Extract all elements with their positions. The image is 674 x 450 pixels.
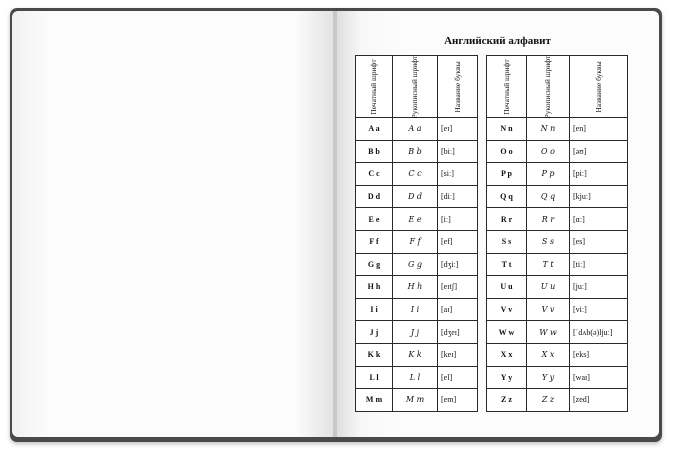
printed-letter: B b — [356, 140, 393, 163]
printed-letter: H h — [356, 276, 393, 299]
letter-name: [ɑː] — [570, 208, 628, 231]
open-notebook — [10, 8, 662, 442]
handwritten-letter: T t — [527, 253, 570, 276]
printed-letter: V v — [487, 298, 527, 321]
printed-letter: T t — [487, 253, 527, 276]
letter-row — [487, 140, 628, 163]
letter-row — [487, 185, 628, 208]
letter-name: [en] — [570, 118, 628, 141]
letter-row — [487, 208, 628, 231]
handwritten-letter: R r — [527, 208, 570, 231]
letter-row — [356, 321, 478, 344]
letter-name: [eks] — [570, 343, 628, 366]
header-letter-name: Название буквы — [570, 56, 628, 118]
letter-name: [eɪ] — [438, 118, 478, 141]
printed-letter: Y y — [487, 366, 527, 389]
handwritten-letter: Q q — [527, 185, 570, 208]
handwritten-letter: J j — [393, 321, 438, 344]
table-header-row — [356, 56, 478, 118]
header-handwritten: Рукописный шрифт — [393, 56, 438, 118]
handwritten-letter: W w — [527, 321, 570, 344]
printed-letter: E e — [356, 208, 393, 231]
handwritten-letter: F f — [393, 230, 438, 253]
letter-row — [487, 343, 628, 366]
handwritten-letter: M m — [393, 389, 438, 412]
letter-row — [356, 343, 478, 366]
printed-letter: M m — [356, 389, 393, 412]
printed-letter: S s — [487, 230, 527, 253]
handwritten-letter: O o — [527, 140, 570, 163]
letter-row — [487, 276, 628, 299]
letter-row — [356, 389, 478, 412]
letter-row — [356, 253, 478, 276]
letter-row — [487, 298, 628, 321]
table-header-row — [487, 56, 628, 118]
letter-row — [356, 230, 478, 253]
letter-name: [es] — [570, 230, 628, 253]
letter-name: [dʒiː] — [438, 253, 478, 276]
handwritten-letter: S s — [527, 230, 570, 253]
handwritten-letter: I i — [393, 298, 438, 321]
letter-row — [356, 208, 478, 231]
page-title: Английский алфавит — [444, 35, 551, 47]
printed-letter: Q q — [487, 185, 527, 208]
letter-name: [biː] — [438, 140, 478, 163]
printed-letter: O o — [487, 140, 527, 163]
printed-letter: F f — [356, 230, 393, 253]
handwritten-letter: L l — [393, 366, 438, 389]
letter-row — [487, 118, 628, 141]
letter-row — [356, 185, 478, 208]
printed-letter: X x — [487, 343, 527, 366]
letter-row — [487, 230, 628, 253]
letter-name: [em] — [438, 389, 478, 412]
alphabet-table-right — [486, 55, 628, 412]
notebook-spine — [333, 11, 337, 437]
letter-row — [356, 118, 478, 141]
letter-row — [356, 276, 478, 299]
printed-letter: L l — [356, 366, 393, 389]
letter-name: [tiː] — [570, 253, 628, 276]
letter-name: [ˈdʌb(ə)ljuː] — [570, 321, 628, 344]
printed-letter: D d — [356, 185, 393, 208]
printed-letter: R r — [487, 208, 527, 231]
letter-row — [487, 253, 628, 276]
header-letter-name: Название буквы — [438, 56, 478, 118]
header-handwritten: Рукописный шрифт — [527, 56, 570, 118]
letter-name: [ef] — [438, 230, 478, 253]
letter-name: [iː] — [438, 208, 478, 231]
letter-row — [356, 163, 478, 186]
handwritten-letter: G g — [393, 253, 438, 276]
letter-name: [diː] — [438, 185, 478, 208]
printed-letter: W w — [487, 321, 527, 344]
printed-letter: G g — [356, 253, 393, 276]
handwritten-letter: X x — [527, 343, 570, 366]
letter-name: [viː] — [570, 298, 628, 321]
printed-letter: A a — [356, 118, 393, 141]
letter-row — [487, 389, 628, 412]
letter-name: [keɪ] — [438, 343, 478, 366]
letter-name: [juː] — [570, 276, 628, 299]
handwritten-letter: A a — [393, 118, 438, 141]
left-page — [12, 11, 334, 437]
letter-name: [zed] — [570, 389, 628, 412]
letter-row — [487, 366, 628, 389]
printed-letter: U u — [487, 276, 527, 299]
handwritten-letter: K k — [393, 343, 438, 366]
letter-row — [356, 140, 478, 163]
letter-name: [əʊ] — [570, 140, 628, 163]
header-printed: Печатный шрифт — [356, 56, 393, 118]
letter-row — [356, 366, 478, 389]
handwritten-letter: V v — [527, 298, 570, 321]
handwritten-letter: Y y — [527, 366, 570, 389]
letter-name: [kjuː] — [570, 185, 628, 208]
handwritten-letter: B b — [393, 140, 438, 163]
letter-name: [dʒeɪ] — [438, 321, 478, 344]
handwritten-letter: H h — [393, 276, 438, 299]
letter-name: [eɪtʃ] — [438, 276, 478, 299]
printed-letter: Z z — [487, 389, 527, 412]
letter-row — [487, 163, 628, 186]
printed-letter: I i — [356, 298, 393, 321]
printed-letter: N n — [487, 118, 527, 141]
handwritten-letter: D d — [393, 185, 438, 208]
letter-name: [siː] — [438, 163, 478, 186]
header-printed: Печатный шрифт — [487, 56, 527, 118]
handwritten-letter: Z z — [527, 389, 570, 412]
printed-letter: P p — [487, 163, 527, 186]
printed-letter: J j — [356, 321, 393, 344]
letter-row — [487, 321, 628, 344]
handwritten-letter: C c — [393, 163, 438, 186]
letter-name: [piː] — [570, 163, 628, 186]
letter-name: [aɪ] — [438, 298, 478, 321]
letter-name: [waɪ] — [570, 366, 628, 389]
alphabet-table-left — [355, 55, 478, 412]
printed-letter: K k — [356, 343, 393, 366]
printed-letter: C c — [356, 163, 393, 186]
handwritten-letter: U u — [527, 276, 570, 299]
handwritten-letter: N n — [527, 118, 570, 141]
handwritten-letter: P p — [527, 163, 570, 186]
letter-name: [el] — [438, 366, 478, 389]
handwritten-letter: E e — [393, 208, 438, 231]
letter-row — [356, 298, 478, 321]
